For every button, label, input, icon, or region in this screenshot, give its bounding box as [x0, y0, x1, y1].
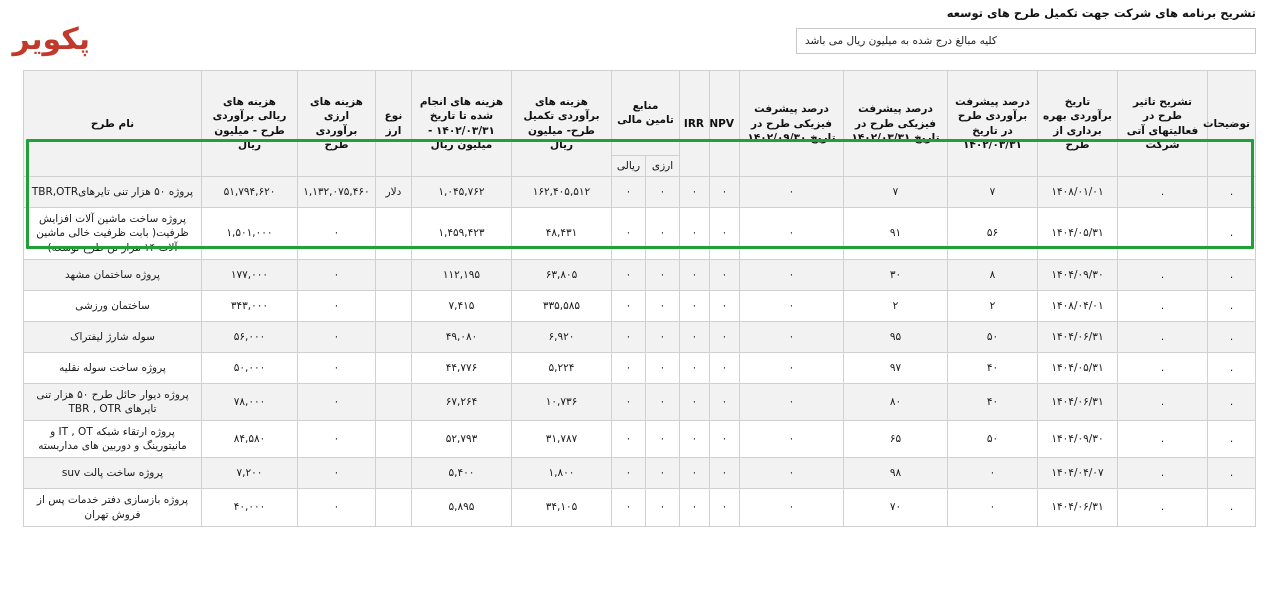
cell-date: ۱۴۰۴/۰۹/۳۰: [1038, 259, 1118, 290]
table-row: [23, 458, 1255, 489]
cell-spent-cost: ۴۹,۰۸۰: [411, 321, 511, 352]
cell-completion-cost: ۱۶۲,۴۰۵,۵۱۲: [511, 177, 611, 208]
cell-financial-progress: ٠: [948, 458, 1038, 489]
cell-physical-progress-3: ۹۷: [844, 352, 948, 383]
cell-currency-type: [375, 290, 411, 321]
cell-date: ۱۴۰۸/۰۴/۰۱: [1038, 290, 1118, 321]
cell-financing-rial: ٠: [611, 489, 645, 526]
table-row: [23, 208, 1255, 260]
cell-physical-progress-9: ٠: [740, 421, 844, 458]
cell-effect: .: [1118, 352, 1208, 383]
cell-irr: ٠: [680, 489, 710, 526]
cell-effect: [1118, 208, 1208, 260]
cell-npv: ٠: [710, 458, 740, 489]
col-subheader-financing-rial: ریالی: [611, 156, 645, 177]
col-header-npv: NPV: [710, 71, 740, 177]
cell-rial-cost: ۵۰,۰۰۰: [201, 352, 297, 383]
cell-physical-progress-3: ۲: [844, 290, 948, 321]
cell-physical-progress-9: ٠: [740, 177, 844, 208]
cell-financing-rial: ٠: [611, 458, 645, 489]
cell-financial-progress: ۲: [948, 290, 1038, 321]
cell-completion-cost: ۶,۹۲۰: [511, 321, 611, 352]
cell-currency-type: دلار: [375, 177, 411, 208]
report-table-container: [24, 70, 1256, 527]
cell-rial-cost: ۷,۲۰۰: [201, 458, 297, 489]
cell-effect: .: [1118, 458, 1208, 489]
cell-financial-progress: ۵۰: [948, 421, 1038, 458]
cell-notes: .: [1208, 321, 1256, 352]
cell-physical-progress-9: ٠: [740, 383, 844, 420]
cell-physical-progress-3: ۸۰: [844, 383, 948, 420]
cell-financing-fx: ٠: [646, 352, 680, 383]
cell-plan-name: پروژه بازسازی دفتر خدمات پس از فروش تهران: [23, 489, 201, 526]
cell-fx-cost: ٠: [297, 421, 375, 458]
cell-rial-cost: ۷۸,۰۰۰: [201, 383, 297, 420]
cell-date: ۱۴۰۴/۰۶/۳۱: [1038, 489, 1118, 526]
cell-fx-cost: ٠: [297, 352, 375, 383]
cell-effect: .: [1118, 290, 1208, 321]
table-header-row: [23, 71, 1255, 156]
cell-notes: .: [1208, 208, 1256, 260]
cell-notes: .: [1208, 352, 1256, 383]
cell-date: ۱۴۰۴/۰۴/۰۷: [1038, 458, 1118, 489]
table-row: [23, 321, 1255, 352]
cell-completion-cost: ۱,۸۰۰: [511, 458, 611, 489]
cell-date: ۱۴۰۴/۰۵/۳۱: [1038, 208, 1118, 260]
cell-financing-fx: ٠: [646, 208, 680, 260]
cell-physical-progress-9: ٠: [740, 458, 844, 489]
cell-physical-progress-9: ٠: [740, 352, 844, 383]
cell-date: ۱۴۰۴/۰۵/۳۱: [1038, 352, 1118, 383]
cell-currency-type: [375, 352, 411, 383]
cell-notes: .: [1208, 489, 1256, 526]
cell-irr: ٠: [680, 290, 710, 321]
col-header-plan-name: نام طرح: [23, 71, 201, 177]
cell-rial-cost: ۸۴,۵۸۰: [201, 421, 297, 458]
cell-currency-type: [375, 208, 411, 260]
cell-irr: ٠: [680, 259, 710, 290]
col-header-effect: تشریح تاثیر طرح در فعالیتهای آتی شرکت: [1118, 71, 1208, 177]
table-row: [23, 421, 1255, 458]
table-row: [23, 177, 1255, 208]
cell-npv: ٠: [710, 489, 740, 526]
cell-financing-fx: ٠: [646, 177, 680, 208]
cell-spent-cost: ۵,۸۹۵: [411, 489, 511, 526]
cell-physical-progress-9: ٠: [740, 489, 844, 526]
cell-irr: ٠: [680, 458, 710, 489]
cell-irr: ٠: [680, 208, 710, 260]
col-header-spent-cost: هزینه های انجام شده تا تاریخ ۱۴۰۲/۰۳/۳۱ - میلیون ریال: [411, 71, 511, 177]
col-subheader-financing-fx: ارزی: [646, 156, 680, 177]
cell-fx-cost: ٠: [297, 489, 375, 526]
cell-rial-cost: ۳۴۳,۰۰۰: [201, 290, 297, 321]
cell-financial-progress: ۵۰: [948, 321, 1038, 352]
cell-irr: ٠: [680, 352, 710, 383]
cell-financial-progress: ۴۰: [948, 383, 1038, 420]
cell-rial-cost: ۱۷۷,۰۰۰: [201, 259, 297, 290]
col-header-physical-progress-3: درصد پیشرفت فیزیکی طرح در تاریخ ۱۴۰۲/۰۳/۳۱: [844, 71, 948, 177]
cell-spent-cost: ۴۴,۷۷۶: [411, 352, 511, 383]
cell-financing-rial: ٠: [611, 421, 645, 458]
cell-plan-name: پروژه ساخت ماشین آلات افزایش ظرفیت( بابت ظرفیت خالی ماشین آلات ۱۴ هزار تن طرح توسعه): [23, 208, 201, 260]
cell-fx-cost: ۱,۱۳۲,۰۷۵,۴۶۰: [297, 177, 375, 208]
cell-completion-cost: ۳۱,۷۸۷: [511, 421, 611, 458]
cell-npv: ٠: [710, 177, 740, 208]
table-header: [23, 71, 1255, 177]
currency-note-text: کلیه مبالغ درج شده به میلیون ریال می باشد: [805, 35, 997, 47]
table-row: [23, 259, 1255, 290]
cell-notes: .: [1208, 259, 1256, 290]
cell-notes: .: [1208, 421, 1256, 458]
col-header-currency-type: نوع ارز: [375, 71, 411, 177]
development-plans-table: [23, 70, 1256, 527]
cell-rial-cost: ۱,۵۰۱,۰۰۰: [201, 208, 297, 260]
col-header-date: تاریخ برآوردی بهره برداری از طرح: [1038, 71, 1118, 177]
cell-rial-cost: ۵۱,۷۹۴,۶۲۰: [201, 177, 297, 208]
table-row: [23, 290, 1255, 321]
cell-financing-rial: ٠: [611, 383, 645, 420]
cell-plan-name: پروژه ساختمان مشهد: [23, 259, 201, 290]
document-title: تشریح برنامه های شرکت جهت تکمیل طرح های توسعه: [946, 6, 1256, 20]
cell-date: ۱۴۰۴/۰۶/۳۱: [1038, 321, 1118, 352]
cell-currency-type: [375, 421, 411, 458]
cell-irr: ٠: [680, 177, 710, 208]
cell-rial-cost: ۴۰,۰۰۰: [201, 489, 297, 526]
cell-financing-rial: ٠: [611, 352, 645, 383]
cell-currency-type: [375, 489, 411, 526]
cell-currency-type: [375, 458, 411, 489]
cell-fx-cost: ٠: [297, 208, 375, 260]
cell-notes: .: [1208, 458, 1256, 489]
cell-rial-cost: ۵۶,۰۰۰: [201, 321, 297, 352]
cell-effect: .: [1118, 321, 1208, 352]
cell-financing-rial: ٠: [611, 259, 645, 290]
cell-effect: .: [1118, 259, 1208, 290]
table-row: [23, 352, 1255, 383]
col-header-fx-cost: هزینه های ارزی برآوردی طرح: [297, 71, 375, 177]
cell-date: ۱۴۰۴/۰۹/۳۰: [1038, 421, 1118, 458]
cell-financing-fx: ٠: [646, 383, 680, 420]
cell-fx-cost: ٠: [297, 259, 375, 290]
cell-fx-cost: ٠: [297, 383, 375, 420]
cell-completion-cost: ۵,۲۲۴: [511, 352, 611, 383]
cell-financial-progress: ۴۰: [948, 352, 1038, 383]
table-row: [23, 489, 1255, 526]
cell-physical-progress-9: ٠: [740, 290, 844, 321]
cell-completion-cost: ۶۳,۸۰۵: [511, 259, 611, 290]
cell-physical-progress-9: ٠: [740, 259, 844, 290]
cell-spent-cost: ۶۷,۲۶۴: [411, 383, 511, 420]
col-header-irr: IRR: [680, 71, 710, 177]
cell-currency-type: [375, 383, 411, 420]
cell-physical-progress-3: ۳۰: [844, 259, 948, 290]
cell-notes: .: [1208, 177, 1256, 208]
cell-npv: ٠: [710, 208, 740, 260]
cell-financing-fx: ٠: [646, 421, 680, 458]
cell-completion-cost: ۳۴,۱۰۵: [511, 489, 611, 526]
cell-date: ۱۴۰۸/۰۱/۰۱: [1038, 177, 1118, 208]
cell-financing-fx: ٠: [646, 489, 680, 526]
cell-npv: ٠: [710, 383, 740, 420]
cell-npv: ٠: [710, 321, 740, 352]
cell-npv: ٠: [710, 259, 740, 290]
cell-financing-rial: ٠: [611, 321, 645, 352]
cell-fx-cost: ٠: [297, 290, 375, 321]
cell-financing-fx: ٠: [646, 259, 680, 290]
cell-financing-rial: ٠: [611, 290, 645, 321]
cell-notes: .: [1208, 383, 1256, 420]
table-body: [23, 177, 1255, 527]
cell-physical-progress-3: ۷۰: [844, 489, 948, 526]
cell-date: ۱۴۰۴/۰۶/۳۱: [1038, 383, 1118, 420]
cell-financing-rial: ٠: [611, 177, 645, 208]
cell-npv: ٠: [710, 352, 740, 383]
cell-fx-cost: ٠: [297, 458, 375, 489]
cell-financing-fx: ٠: [646, 321, 680, 352]
cell-spent-cost: ۱,۰۴۵,۷۶۲: [411, 177, 511, 208]
cell-effect: .: [1118, 489, 1208, 526]
cell-physical-progress-3: ۹۸: [844, 458, 948, 489]
cell-currency-type: [375, 321, 411, 352]
cell-npv: ٠: [710, 421, 740, 458]
col-header-completion-cost: هزینه های برآوردی تکمیل طرح- میلیون ریال: [511, 71, 611, 177]
cell-completion-cost: ۱۰,۷۳۶: [511, 383, 611, 420]
cell-physical-progress-3: ۷: [844, 177, 948, 208]
cell-npv: ٠: [710, 290, 740, 321]
cell-financial-progress: ۸: [948, 259, 1038, 290]
cell-physical-progress-3: ۹۱: [844, 208, 948, 260]
cell-spent-cost: ۵۲,۷۹۳: [411, 421, 511, 458]
col-header-notes: توضیحات: [1208, 71, 1256, 177]
cell-completion-cost: ۳۳۵,۵۸۵: [511, 290, 611, 321]
cell-financing-fx: ٠: [646, 458, 680, 489]
col-header-physical-progress-9: درصد پیشرفت فیزیکی طرح در تاریخ ۱۴۰۲/۰۹/۳۰: [740, 71, 844, 177]
table-row: [23, 383, 1255, 420]
cell-physical-progress-9: ٠: [740, 321, 844, 352]
cell-spent-cost: ۱۱۲,۱۹۵: [411, 259, 511, 290]
cell-effect: .: [1118, 177, 1208, 208]
company-logo-text: پکویر: [12, 22, 90, 57]
cell-physical-progress-3: ۹۵: [844, 321, 948, 352]
cell-effect: .: [1118, 383, 1208, 420]
cell-financial-progress: ٠: [948, 489, 1038, 526]
cell-physical-progress-3: ۶۵: [844, 421, 948, 458]
cell-irr: ٠: [680, 321, 710, 352]
cell-effect: .: [1118, 421, 1208, 458]
cell-plan-name: پروژه دیوار حائل طرح ۵۰ هزار تنی تایرهای TBR , OTR: [23, 383, 201, 420]
cell-spent-cost: ۷,۴۱۵: [411, 290, 511, 321]
cell-spent-cost: ۱,۴۵۹,۴۲۳: [411, 208, 511, 260]
cell-physical-progress-9: ٠: [740, 208, 844, 260]
col-header-financing-sources: منابع تامین مالی: [611, 71, 679, 156]
cell-irr: ٠: [680, 383, 710, 420]
cell-completion-cost: ۴۸,۴۳۱: [511, 208, 611, 260]
cell-financial-progress: ۷: [948, 177, 1038, 208]
cell-financing-rial: ٠: [611, 208, 645, 260]
cell-fx-cost: ٠: [297, 321, 375, 352]
cell-notes: .: [1208, 290, 1256, 321]
cell-plan-name: پروژه ساخت پالت suv: [23, 458, 201, 489]
currency-note-box: [796, 28, 1256, 54]
cell-irr: ٠: [680, 421, 710, 458]
cell-spent-cost: ۵,۴۰۰: [411, 458, 511, 489]
col-header-financial-progress: درصد پیشرفت برآوردی طرح در تاریخ ۱۴۰۲/۰۳/۳۱: [948, 71, 1038, 177]
cell-financial-progress: ۵۶: [948, 208, 1038, 260]
col-header-rial-cost: هزینه های ریالی برآوردی طرح - میلیون ریال: [201, 71, 297, 177]
cell-plan-name: ساختمان ورزشی: [23, 290, 201, 321]
cell-financing-fx: ٠: [646, 290, 680, 321]
cell-plan-name: سوله شارژ لیفتراک: [23, 321, 201, 352]
cell-plan-name: پروژه ۵۰ هزار تنی تایرهایTBR,OTR: [23, 177, 201, 208]
cell-plan-name: پروژه ارتقاء شبکه IT , OT و مانیتورینگ و دوربین های مداربسته: [23, 421, 201, 458]
cell-plan-name: پروژه ساخت سوله نقلیه: [23, 352, 201, 383]
cell-currency-type: [375, 259, 411, 290]
